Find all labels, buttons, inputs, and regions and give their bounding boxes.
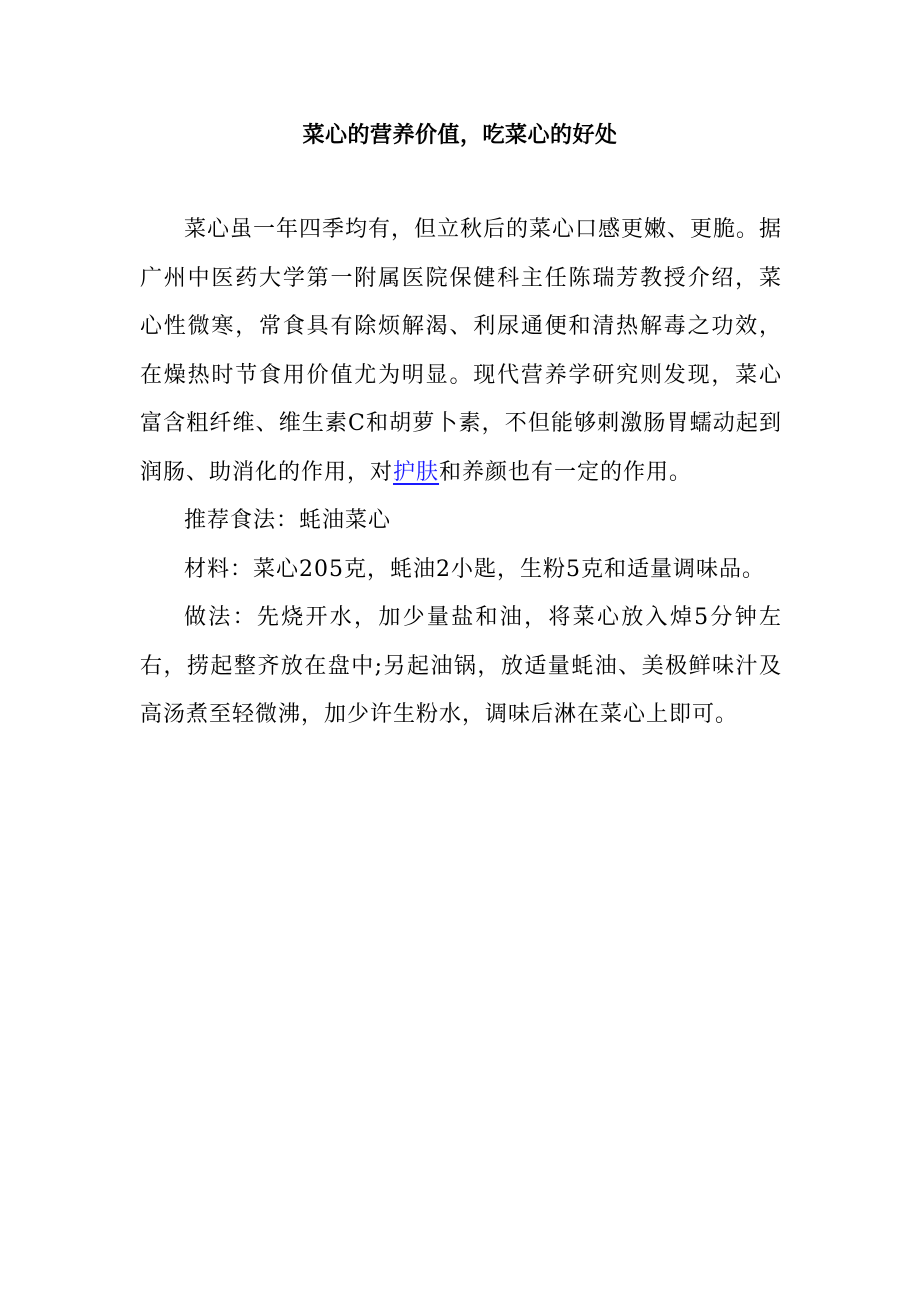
skincare-link[interactable]: 护肤 (393, 459, 440, 485)
paragraph-method: 做法：先烧开水，加少量盐和油，将菜心放入焯5分钟左右，捞起整齐放在盘中;另起油锅，放适量蚝油、美极鲜味汁及高汤煮至轻微沸，加少许生粉水，调味后淋在菜心上即可。 (140, 605, 782, 727)
paragraph-intro (140, 206, 782, 497)
paragraph-ingredients: 材料：菜心205克，蚝油2小匙，生粉5克和适量调味品。 (184, 556, 765, 582)
document-body (140, 206, 782, 740)
paragraph-intro-tail: 和养颜也有一定的作用。 (439, 459, 693, 485)
paragraph-intro-text: 菜心虽一年四季均有，但立秋后的菜心口感更嫩、更脆。据广州中医药大学第一附属医院保健科主任陈瑞芳教授介绍，菜心性微寒，常食具有除烦解渴、利尿通便和清热解毒之功效，在燥热时节食用价值尤为明显。现代营养学研究则发现，菜心富含粗纤维、维生素C和胡萝卜素，不但能够刺激肠胃蠕动起到润肠、助消化的作用，对 (140, 217, 783, 485)
page-title: 菜心的营养价值，吃菜心的好处 (302, 122, 618, 148)
paragraph-recommended-dish: 推荐食法：蚝油菜心 (184, 508, 392, 533)
